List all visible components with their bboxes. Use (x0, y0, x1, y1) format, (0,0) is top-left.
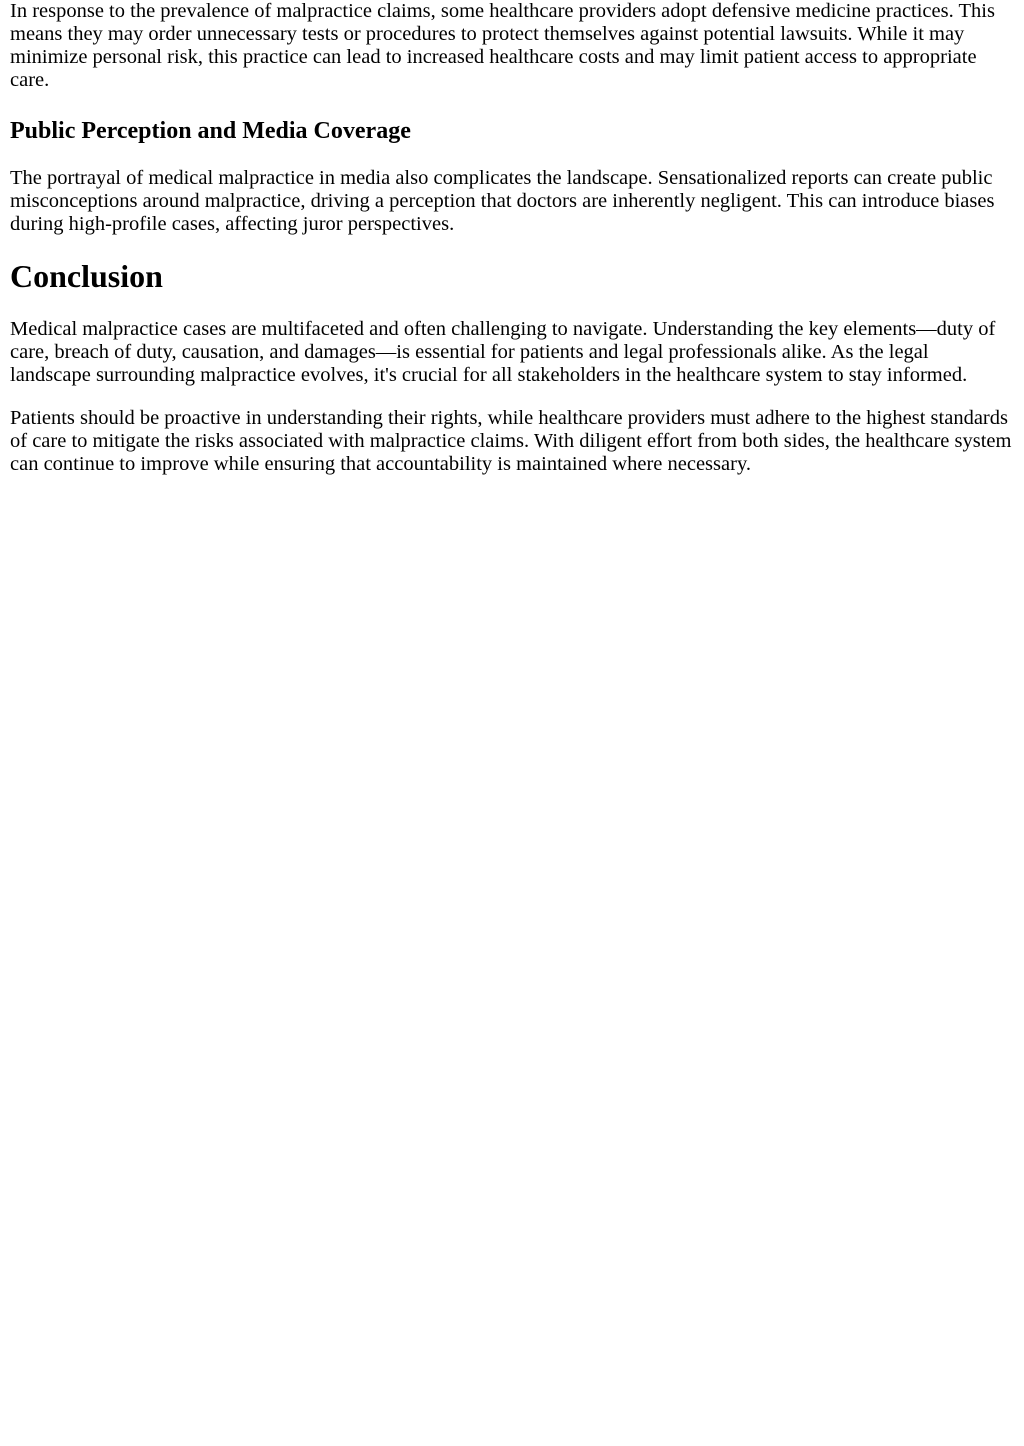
public-perception-heading: Public Perception and Media Coverage (10, 118, 411, 144)
conclusion-paragraph-2: Patients should be proactive in understanding their rights, while healthcare providers must adhere to the highest standards of care to mitigate the risks associated with malpractice claims. With diligent effort from both sides, the healthcare system can continue to improve while ensuring that accountability is maintained where necessary. (10, 407, 1012, 475)
document-page (10, 0, 1014, 476)
defensive-medicine-paragraph: In response to the prevalence of malpractice claims, some healthcare providers adopt defensive medicine practices. This means they may order unnecessary tests or procedures to protect themselves against potential lawsuits. While it may minimize personal risk, this practice can lead to increased healthcare costs and may limit patient access to appropriate care. (10, 0, 995, 91)
conclusion-heading: Conclusion (10, 258, 163, 294)
public-perception-paragraph: The portrayal of medical malpractice in media also complicates the landscape. Sensationalized reports can create public misconceptions around malpractice, driving a perception that doctors are inherently negligent. This can introduce biases during high-profile cases, affecting juror perspectives. (10, 167, 995, 235)
conclusion-paragraph-1: Medical malpractice cases are multifaceted and often challenging to navigate. Understanding the key elements—duty of care, breach of duty, causation, and damages—is essential for patients and legal professionals alike. As the legal landscape surrounding malpractice evolves, it's crucial for all stakeholders in the healthcare system to stay informed. (10, 318, 996, 386)
